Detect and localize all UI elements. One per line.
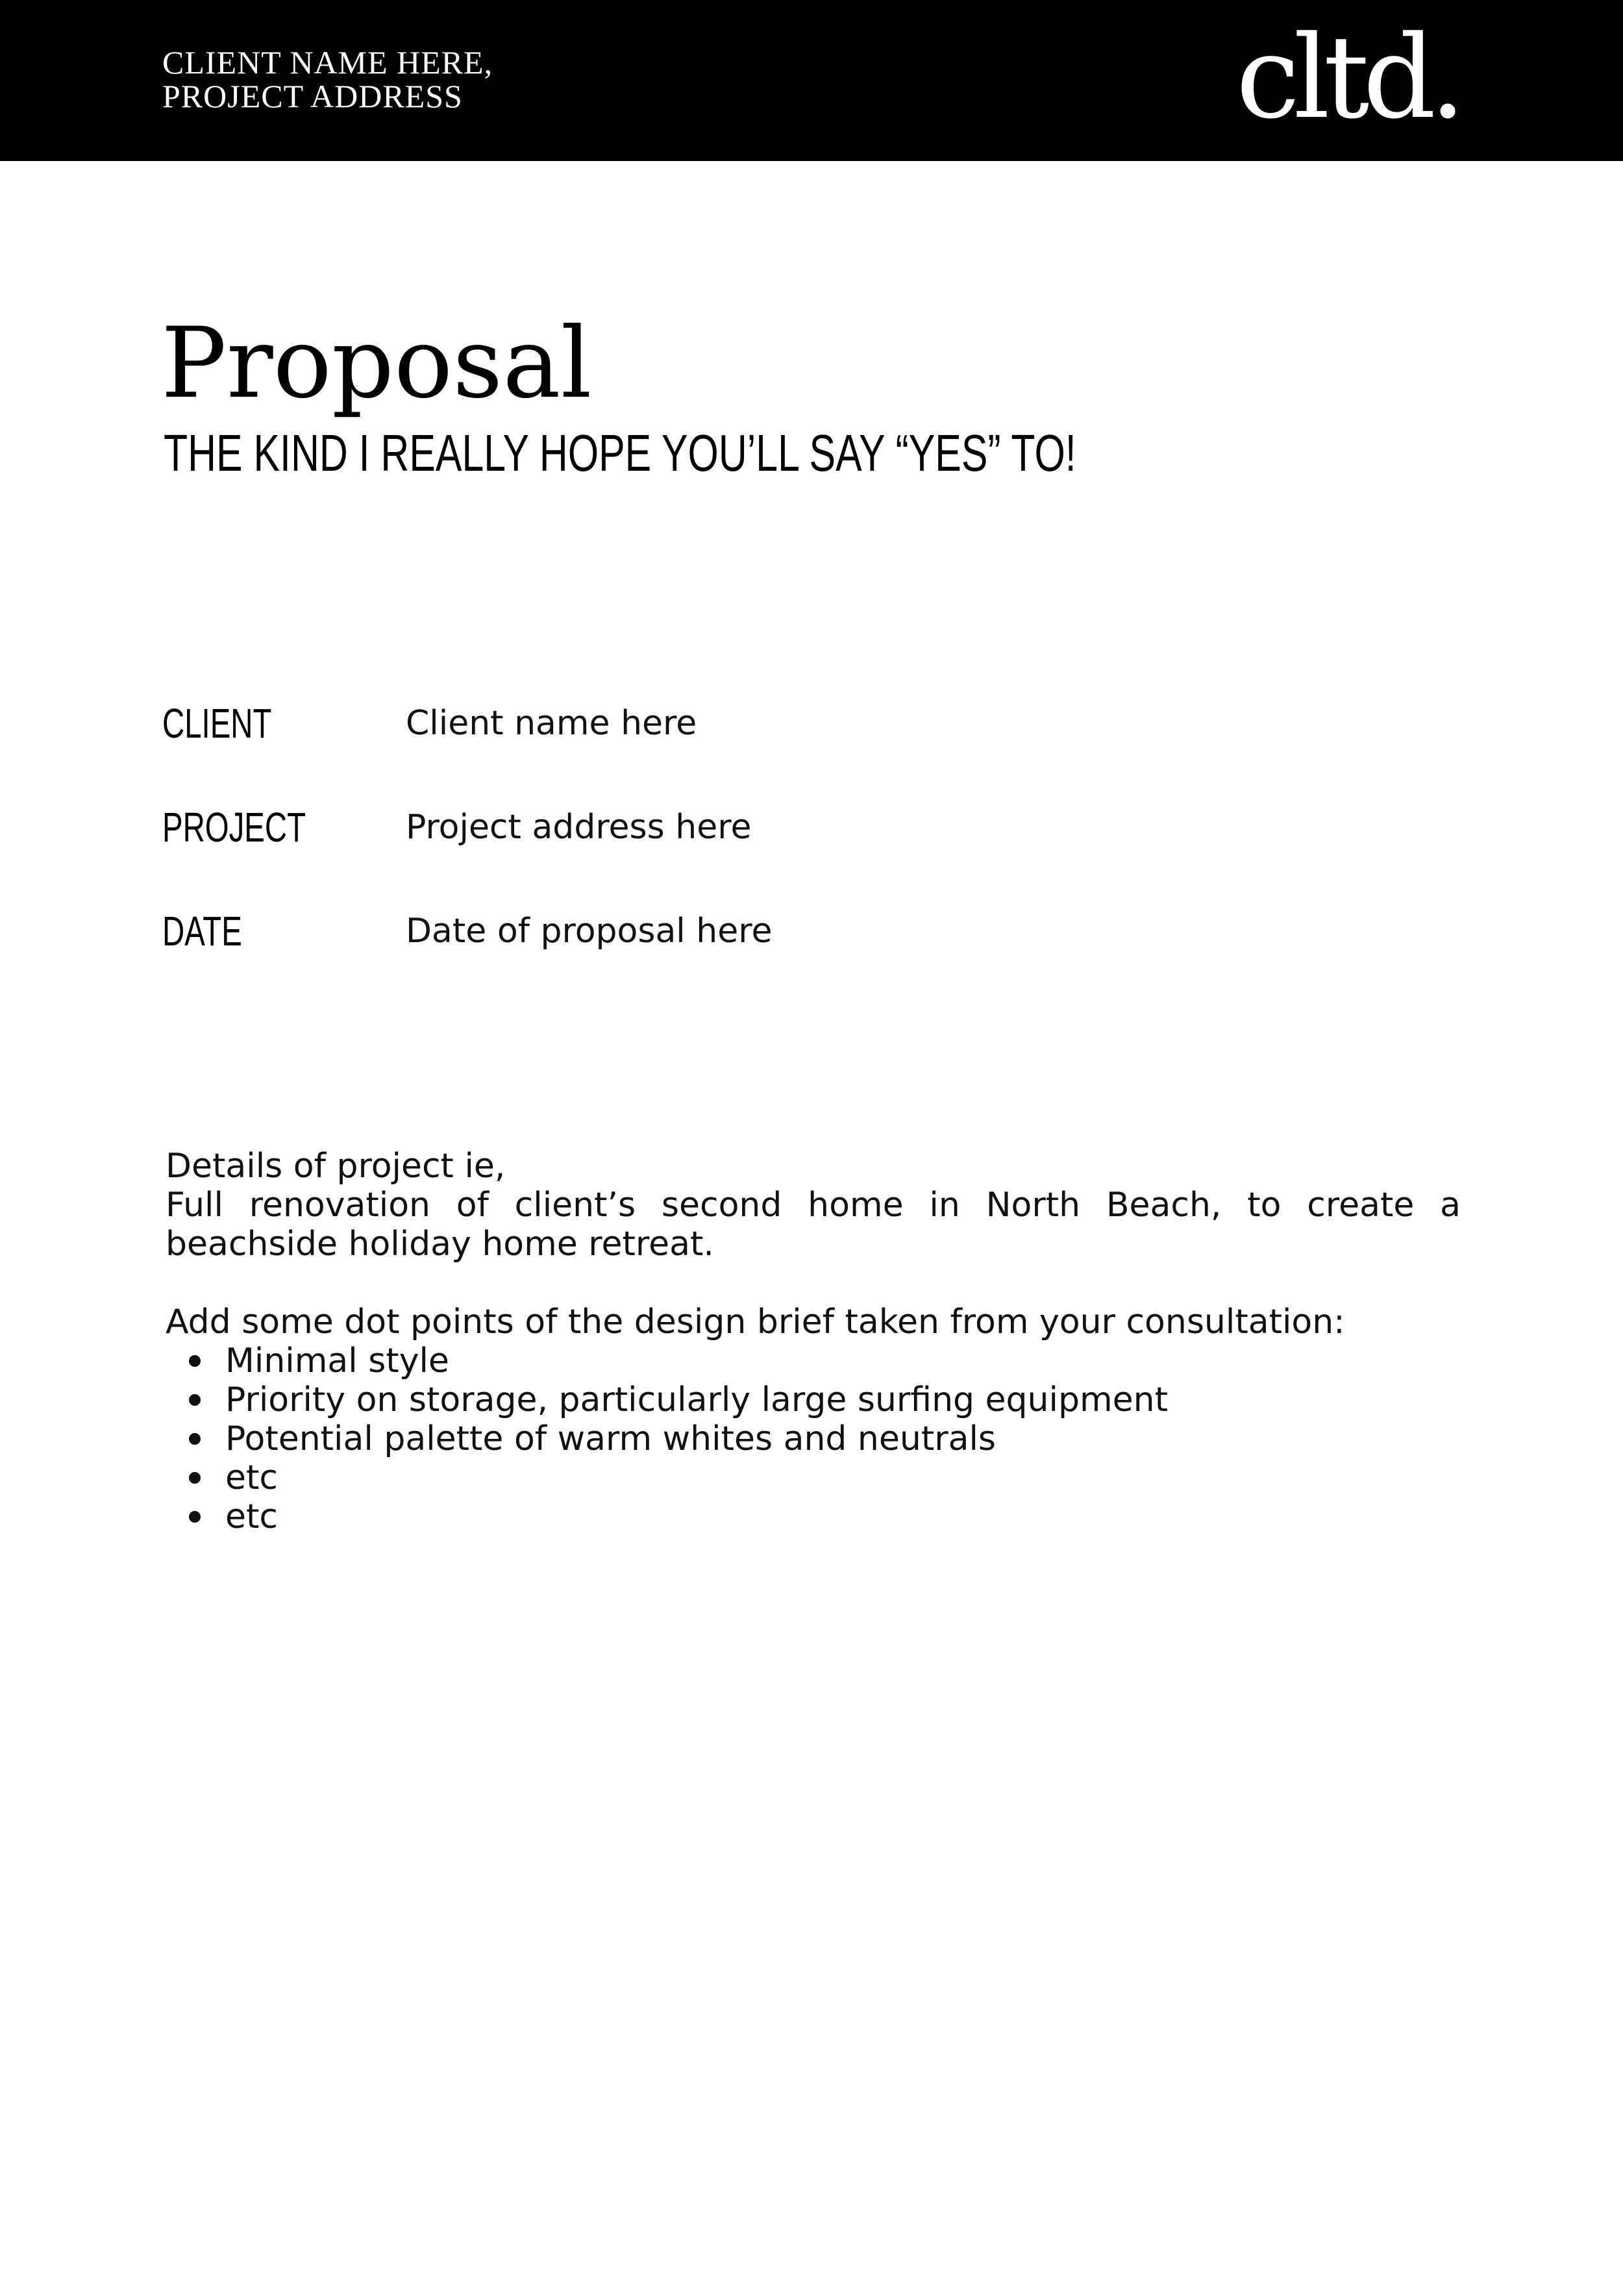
list-item-text: Minimal style [225,1341,449,1380]
design-brief-list [166,1341,1461,1536]
header-client-info [162,45,493,113]
brief-intro: Add some dot points of the design brief taken from your consultation: [166,1303,1345,1341]
bullet-icon [189,1433,201,1445]
info-row-client [162,697,1396,749]
header-project-address: PROJECT ADDRESS [162,78,463,114]
bullet-icon [189,1511,201,1523]
list-item-text: etc [225,1497,278,1536]
client-value: Client name here [406,704,697,743]
project-label: PROJECT [162,804,306,851]
page-title: Proposal [161,307,592,420]
company-logo: cltd. [1235,11,1459,144]
bullet-icon [189,1394,201,1406]
details-intro: Details of project ie, [166,1147,506,1186]
list-item [166,1380,1461,1419]
list-item [166,1419,1461,1458]
bullet-icon [189,1355,201,1367]
details-description: Full renovation of client’s second home in North Beach, to create a beachside holiday home retreat. [166,1186,1461,1264]
header-client-name: CLIENT NAME HERE, [162,44,493,81]
list-item [166,1497,1461,1536]
info-row-date [162,905,1396,957]
info-row-project [162,801,1396,853]
header-band [0,0,1623,161]
bullet-icon [189,1472,201,1484]
project-details [166,1147,1461,1536]
list-item-text: Potential palette of warm whites and neutrals [225,1419,997,1458]
project-value: Project address here [406,808,752,847]
client-label: CLIENT [162,700,272,747]
date-label: DATE [162,908,242,955]
list-item [166,1341,1461,1380]
date-value: Date of proposal here [406,912,773,951]
list-item-text: etc [225,1458,278,1497]
paragraph-spacer [166,1264,1461,1303]
list-item [166,1458,1461,1497]
list-item-text: Priority on storage, particularly large surfing equipment [225,1380,1168,1419]
page-subtitle: THE KIND I REALLY HOPE YOU’LL SAY “YES” TO! [164,424,1076,482]
